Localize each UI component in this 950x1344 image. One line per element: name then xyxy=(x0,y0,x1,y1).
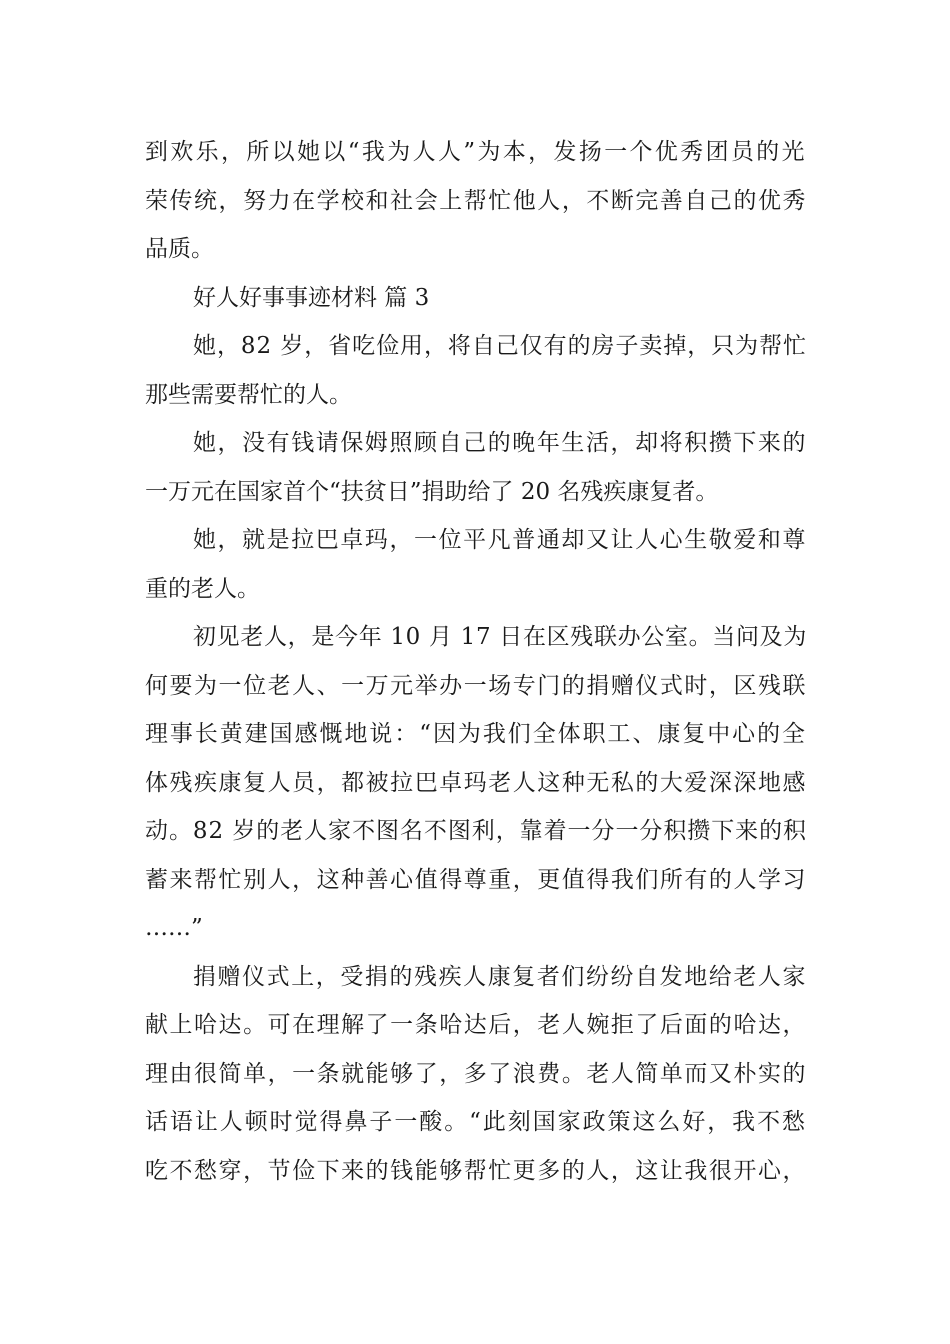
text-line: 何要为一位老人、一万元举办一场专门的捐赠仪式时，区残联 xyxy=(145,672,807,699)
text-line: 吃不愁穿，节俭下来的钱能够帮忙更多的人，这让我很开心， xyxy=(145,1157,807,1184)
text-line: 她，就是拉巴卓玛，一位平凡普通却又让人心生敬爱和尊 xyxy=(193,527,807,553)
text-line: 捐赠仪式上，受捐的残疾人康复者们纷纷自发地给老人家 xyxy=(193,963,807,990)
text-line: 话语让人顿时觉得鼻子一酸。“此刻国家政策这么好，我不愁 xyxy=(145,1109,807,1135)
text-line: 体残疾康复人员，都被拉巴卓玛老人这种无私的大爱深深地感 xyxy=(145,769,807,796)
text-line: 蓄来帮忙别人，这种善心值得尊重，更值得我们所有的人学习 xyxy=(145,866,807,893)
text-line: 重的老人。 xyxy=(145,575,260,602)
text-line: 那些需要帮忙的人。 xyxy=(145,381,352,408)
text-line: 她，82 岁，省吃俭用，将自己仅有的房子卖掉，只为帮忙 xyxy=(193,333,807,359)
text-line: 初见老人，是今年 10 月 17 日在区残联办公室。当问及为 xyxy=(193,624,807,650)
document-body xyxy=(145,128,807,1195)
text-line: 她，没有钱请保姆照顾自己的晚年生活，却将积攒下来的 xyxy=(193,430,807,456)
text-line: 一万元在国家首个“扶贫日”捐助给了 20 名残疾康复者。 xyxy=(145,478,719,505)
text-line: 理事长黄建国感慨地说：“因为我们全体职工、康复中心的全 xyxy=(145,721,807,747)
text-line: 品质。 xyxy=(145,236,214,262)
section-heading: 好人好事事迹材料 篇 3 xyxy=(193,284,430,311)
text-line: ……” xyxy=(145,915,203,941)
text-line: 到欢乐，所以她以“我为人人”为本，发扬一个优秀团员的光 xyxy=(145,139,807,165)
text-line: 理由很简单，一条就能够了，多了浪费。老人简单而又朴实的 xyxy=(145,1060,807,1087)
text-line: 动。82 岁的老人家不图名不图利，靠着一分一分积攒下来的积 xyxy=(145,818,807,844)
text-line: 荣传统，努力在学校和社会上帮忙他人，不断完善自己的优秀 xyxy=(145,187,807,214)
text-line: 献上哈达。可在理解了一条哈达后，老人婉拒了后面的哈达， xyxy=(145,1012,807,1038)
